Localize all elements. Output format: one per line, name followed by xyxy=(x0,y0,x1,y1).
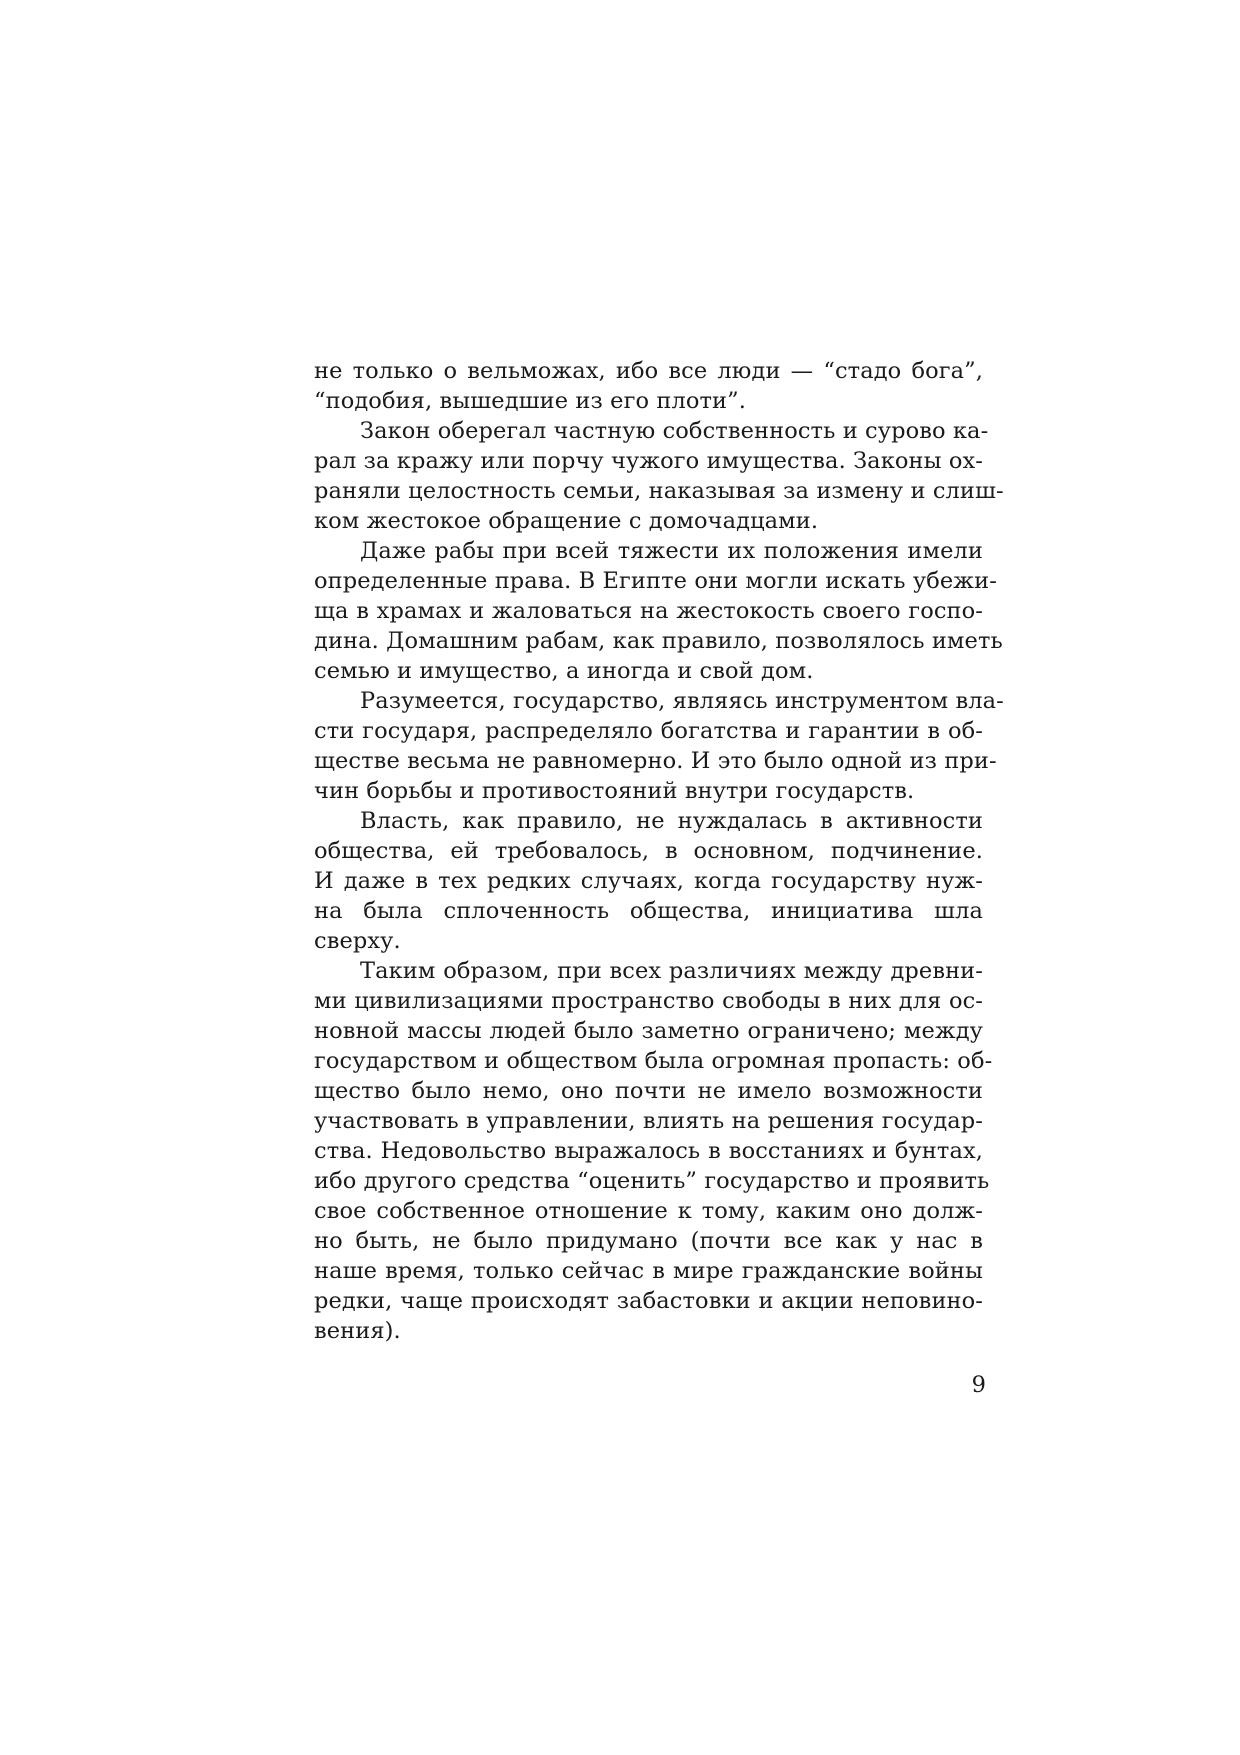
text-line: вения). xyxy=(314,1318,401,1344)
paragraph-first-line: Закон оберегал частную собственность и сурово ка- xyxy=(360,418,989,444)
text-line: редки, чаще происходят забастовки и акции неповино- xyxy=(314,1288,983,1314)
text-line: ми цивилизациями пространство свободы в них для ос- xyxy=(314,988,983,1014)
text-line: свое собственное отношение к тому, каким оно долж- xyxy=(314,1198,983,1224)
paragraph-first-line: Власть, как правило, не нуждалась в активности xyxy=(360,808,983,834)
text-line: сти государя, распределяло богатства и гарантии в об- xyxy=(314,718,983,744)
text-line: но быть, не было придумано (почти все как у нас в xyxy=(314,1228,983,1254)
text-line: участвовать в управлении, влиять на решения государ- xyxy=(314,1108,983,1134)
text-line: чин борьбы и противостояний внутри государств. xyxy=(314,778,915,804)
text-line: семью и имущество, а иногда и свой дом. xyxy=(314,658,814,684)
text-line: ществе весьма не равномерно. И это было одной из при- xyxy=(314,748,997,774)
paragraph-first-line: Разумеется, государство, являясь инструментом вла- xyxy=(360,688,1004,714)
text-line: государством и обществом была огромная пропасть: об- xyxy=(314,1048,993,1074)
text-line: определенные права. В Египте они могли искать убежи- xyxy=(314,568,997,594)
paragraph-first-line: Даже рабы при всей тяжести их положения имели xyxy=(360,538,983,564)
page-body-text xyxy=(314,356,1004,1346)
text-line: И даже в тех редких случаях, когда государству нуж- xyxy=(314,868,983,894)
page-number: 9 xyxy=(971,1372,986,1398)
text-line: на была сплоченность общества, инициатива шла xyxy=(314,898,983,924)
text-line: дина. Домашним рабам, как правило, позволялось иметь xyxy=(314,628,1003,654)
text-line: общества, ей требовалось, в основном, подчинение. xyxy=(314,838,983,864)
text-line: ща в храмах и жаловаться на жестокость своего госпо- xyxy=(314,598,983,624)
text-line: рал за кражу или порчу чужого имущества. Законы ох- xyxy=(314,448,984,474)
text-line: раняли целостность семьи, наказывая за измену и слиш- xyxy=(314,478,1004,504)
text-line: ства. Недовольство выражалось в восстаниях и бунтах, xyxy=(314,1138,983,1164)
text-line: новной массы людей было заметно ограничено; между xyxy=(314,1018,983,1044)
text-line: сверху. xyxy=(314,928,401,954)
paragraph-first-line: Таким образом, при всех различиях между древни- xyxy=(360,958,983,984)
text-line: ибо другого средства “оценить” государство и проявить xyxy=(314,1168,990,1194)
text-line: наше время, только сейчас в мире гражданские войны xyxy=(314,1258,983,1284)
text-line: не только о вельможах, ибо все люди — “стадо бога”, xyxy=(314,358,983,384)
text-line: “подобия, вышедшие из его плоти”. xyxy=(314,388,746,414)
text-line: щество было немо, оно почти не имело возможности xyxy=(314,1078,983,1104)
text-line: ком жестокое обращение с домочадцами. xyxy=(314,508,819,534)
